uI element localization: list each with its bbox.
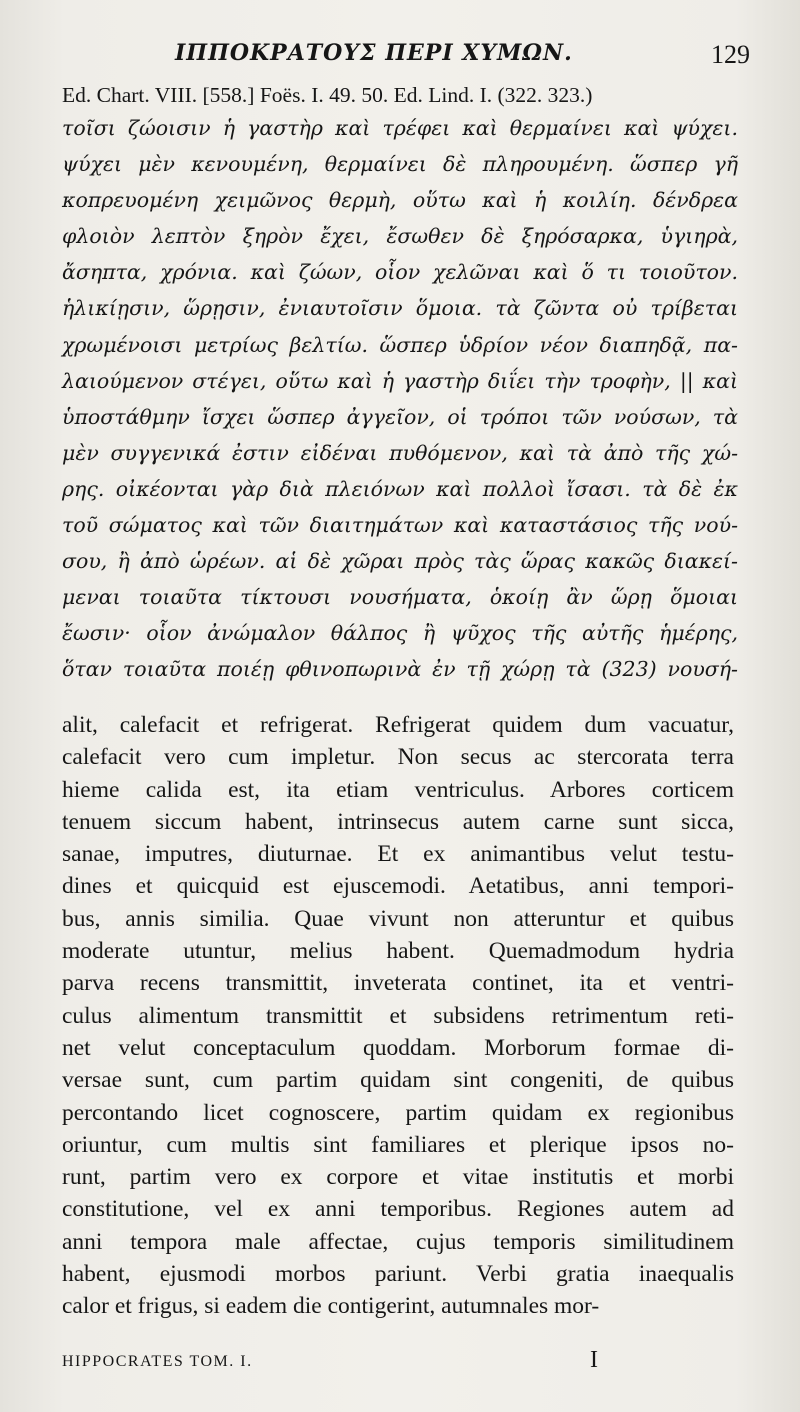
greek-text-line: τοῖσι ζώοισιν ἡ γαστὴρ καὶ τρέφει καὶ θερμαίνει καὶ ψύχει. bbox=[62, 116, 738, 140]
greek-text-line: σου, ἢ ἀπὸ ὡρέων. αἱ δὲ χῶραι πρὸς τὰς ὥρας κακῶς διακεί- bbox=[62, 549, 738, 574]
latin-text-line: percontando licet cognoscere, partim quidam ex regionibus bbox=[62, 1099, 734, 1126]
latin-text-line: bus, annis similia. Quae vivunt non atteruntur et quibus bbox=[62, 905, 734, 932]
latin-text-line: anni tempora male affectae, cujus temporis similitudinem bbox=[62, 1228, 734, 1255]
page-number: 129 bbox=[711, 40, 750, 69]
latin-text-line: hieme calida est, ita etiam ventriculus. Arbores corticem bbox=[62, 776, 734, 803]
latin-text-line: moderate utuntur, melius habent. Quemadmodum hydria bbox=[62, 938, 734, 965]
running-title: ΙΠΠΟΚΡΑΤΟΥΣ ΠΕΡΙ ΧΥΜΩΝ. bbox=[175, 40, 573, 66]
page-footer bbox=[62, 1347, 738, 1377]
greek-text-line: φλοιὸν λεπτὸν ξηρὸν ἔχει, ἔσωθεν δὲ ξηρόσαρκα, ὑγιηρὰ, bbox=[62, 224, 738, 249]
latin-text-line: versae sunt, cum partim quidam sint congeniti, de quibus bbox=[62, 1067, 734, 1094]
latin-text-line: calefacit vero cum impletur. Non secus ac stercorata terra bbox=[62, 744, 734, 771]
greek-text-line: ἡλικίῃσιν, ὥρῃσιν, ἐνιαυτοῖσιν ὅμοια. τὰ ζῶντα οὐ τρίβεται bbox=[62, 296, 738, 321]
latin-text-line: parva recens transmittit, inveterata continet, ita et ventri- bbox=[62, 970, 734, 997]
signature-letter: I bbox=[590, 1347, 598, 1373]
latin-text-line: runt, partim vero ex corpore et vitae institutis et morbi bbox=[62, 1164, 734, 1191]
latin-text-block bbox=[62, 709, 734, 1323]
latin-text-line: habent, ejusmodi morbos pariunt. Verbi gratia inaequalis bbox=[62, 1261, 734, 1288]
greek-text-line: λαιούμενον στέγει, οὕτω καὶ ἡ γαστὴρ διΐει τὴν τροφὴν, || καὶ bbox=[62, 368, 738, 393]
greek-text-block bbox=[62, 110, 738, 688]
greek-text-line: ρης. οἰκέονται γὰρ διὰ πλειόνων καὶ πολλοὶ ἴσασι. τὰ δὲ ἐκ bbox=[62, 476, 738, 501]
greek-text-line: μεναι τοιαῦτα τίκτουσι νουσήματα, ὁκοίῃ ἂν ὥρῃ ὅμοιαι bbox=[62, 585, 738, 610]
signature-mark: HIPPOCRATES TOM. I. bbox=[62, 1353, 253, 1370]
greek-text-line: μὲν συγγενικά ἐστιν εἰδέναι πυθόμενον, καὶ τὰ ἀπὸ τῆς χώ- bbox=[62, 440, 738, 465]
greek-text-line: χρωμένοισι μετρίως βελτίω. ὥσπερ ὑδρίον νέον διαπηδᾷ, πα- bbox=[62, 332, 738, 357]
greek-text-line: ἄσηπτα, χρόνια. καὶ ζώων, οἷον χελῶναι καὶ ὅ τι τοιοῦτον. bbox=[62, 260, 738, 285]
greek-text-line: ὑποστάθμην ἴσχει ὥσπερ ἀγγεῖον, οἱ τρόποι τῶν νούσων, τὰ bbox=[62, 404, 738, 429]
latin-text-line: dines et quicquid est ejuscemodi. Aetatibus, anni tempori- bbox=[62, 873, 734, 900]
latin-text-line: net velut conceptaculum quoddam. Morborum formae di- bbox=[62, 1034, 734, 1061]
latin-text-line: constitutione, vel ex anni temporibus. Regiones autem ad bbox=[62, 1196, 734, 1223]
greek-text-line: τοῦ σώματος καὶ τῶν διαιτημάτων καὶ καταστάσιος τῆς νού- bbox=[62, 513, 738, 538]
latin-text-line: oriuntur, cum multis sint familiares et plerique ipsos no- bbox=[62, 1131, 734, 1158]
latin-text-line: calor et frigus, si eadem die contigerint, autumnales mor- bbox=[62, 1293, 600, 1320]
greek-text-line: κοπρευομένη χειμῶνος θερμὴ, οὕτω καὶ ἡ κοιλίη. δένδρεα bbox=[62, 188, 738, 213]
greek-text-line: ψύχει μὲν κενουμένη, θερμαίνει δὲ πληρουμένη. ὥσπερ γῆ bbox=[62, 152, 738, 177]
edition-reference-line: Ed. Chart. VIII. [558.] Foës. I. 49. 50. Ed. Lind. I. (322. 323.) bbox=[62, 83, 593, 107]
greek-text-line: ἔωσιν· οἷον ἀνώμαλον θάλπος ἢ ψῦχος τῆς αὐτῆς ἡμέρης, bbox=[62, 621, 738, 646]
latin-text-line: culus alimentum transmittit et subsidens retrimentum reti- bbox=[62, 1002, 734, 1029]
page-header bbox=[60, 36, 750, 72]
latin-text-line: tenuem siccum habent, intrinsecus autem carne sunt sicca, bbox=[62, 808, 734, 835]
greek-text-line: ὅταν τοιαῦτα ποιέῃ φθινοπωρινὰ ἐν τῇ χώρῃ τὰ (323) νουσή- bbox=[62, 657, 738, 682]
latin-text-line: alit, calefacit et refrigerat. Refrigerat quidem dum vacuatur, bbox=[62, 712, 734, 738]
latin-text-line: sanae, imputres, diuturnae. Et ex animantibus velut testu- bbox=[62, 841, 734, 868]
